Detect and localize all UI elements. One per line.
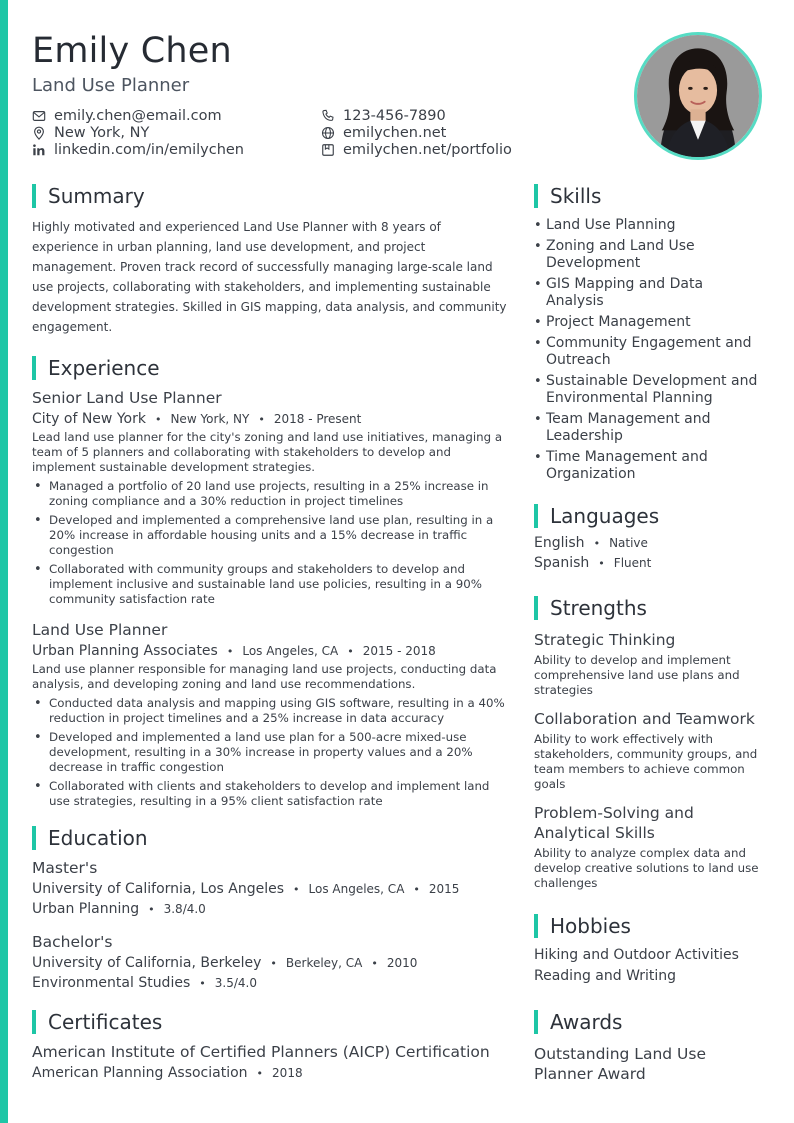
- contact-linkedin-text: linkedin.com/in/emilychen: [54, 142, 244, 158]
- education-entry: [32, 859, 510, 917]
- contact-website[interactable]: [321, 125, 446, 141]
- profile-photo: [634, 32, 762, 160]
- list-item: • Developed and implemented a land use plan for a 500-acre mixed-use development, resulting in a 30% increase in property values and a 20% decrease in traffic congestion: [32, 730, 510, 775]
- edu-field: Urban Planning: [32, 901, 140, 917]
- section-accent: [534, 914, 538, 938]
- hobbies-list: [534, 945, 762, 987]
- separator-dot: •: [258, 412, 265, 426]
- list-item: • Land Use Planning: [534, 217, 762, 234]
- job-achievements: [32, 696, 510, 809]
- email-icon: [32, 109, 46, 123]
- list-item: • Collaborated with clients and stakeholders to develop and implement land use strategies, resulting in a 95% client satisfaction rate: [32, 779, 510, 809]
- edu-school: University of California, Berkeley: [32, 955, 262, 971]
- languages-list: [534, 535, 762, 571]
- strength-entry: [534, 630, 762, 698]
- edu-degree: Bachelor's: [32, 933, 113, 951]
- section-accent: [534, 504, 538, 528]
- job-description: Lead land use planner for the city's zoning and land use initiatives, managing a team of 5 planners and collaborating with stakeholders to develop and implement sustainable development strategies.: [32, 430, 503, 474]
- avatar: [637, 35, 759, 157]
- separator-dot: •: [598, 556, 605, 570]
- section-accent: [32, 826, 36, 850]
- language-level: Native: [609, 536, 648, 550]
- job-location: Los Angeles, CA: [242, 644, 339, 658]
- location-icon: [32, 126, 46, 140]
- strength-entry: [534, 709, 762, 792]
- certificates-heading: [32, 1009, 510, 1035]
- certificate-year: 2018: [272, 1066, 303, 1080]
- language-item: [534, 535, 762, 551]
- list-item: • Developed and implemented a comprehensive land use plan, resulting in a 20% increase in affordable housing units and a 15% decrease in traffic congestion: [32, 513, 510, 558]
- list-item: Hiking and Outdoor Activities: [534, 947, 739, 963]
- resume-page: [32, 0, 764, 1123]
- section-accent: [32, 184, 36, 208]
- job-title: Senior Land Use Planner: [32, 389, 222, 407]
- separator-dot: •: [593, 536, 601, 550]
- language-name: English: [534, 535, 585, 551]
- job-location: New York, NY: [170, 412, 250, 426]
- contact-phone[interactable]: [321, 108, 446, 124]
- experience-title: Experience: [48, 356, 160, 380]
- awards-list: [534, 1044, 724, 1084]
- certificate-meta: [32, 1065, 510, 1081]
- list-item: • GIS Mapping and Data Analysis: [534, 276, 762, 310]
- edu-degree: Master's: [32, 859, 98, 877]
- strengths-title: Strengths: [550, 596, 647, 620]
- list-item: • Project Management: [534, 314, 762, 331]
- section-accent: [534, 596, 538, 620]
- contact-email[interactable]: [32, 108, 222, 124]
- awards-heading: [534, 1009, 762, 1035]
- list-item: • Managed a portfolio of 20 land use projects, resulting in a 25% increase in zoning compliance and a 30% reduction in project timelines: [32, 479, 510, 509]
- edu-field-row: [32, 901, 510, 917]
- separator-dot: •: [148, 902, 155, 916]
- job-title: Land Use Planner: [32, 621, 168, 639]
- job-description: Land use planner responsible for managing land use projects, conducting data analysis, and developing zoning and land use recommendations.: [32, 662, 497, 691]
- edu-field: Environmental Studies: [32, 975, 191, 991]
- languages-title: Languages: [550, 504, 660, 528]
- certificate-name: American Institute of Certified Planners (AICP) Certification: [32, 1043, 490, 1061]
- separator-dot: •: [270, 956, 277, 970]
- edu-gpa: 3.8/4.0: [163, 902, 206, 916]
- candidate-name: Emily Chen: [32, 31, 232, 71]
- edu-field-row: [32, 975, 510, 991]
- separator-dot: •: [293, 882, 300, 896]
- candidate-role: Land Use Planner: [32, 75, 190, 96]
- edu-location: Los Angeles, CA: [308, 882, 405, 896]
- separator-dot: •: [154, 412, 162, 426]
- separator-dot: •: [256, 1066, 264, 1080]
- job-meta: [32, 643, 510, 659]
- contact-website-text: emilychen.net: [343, 125, 447, 141]
- edu-year: 2015: [428, 882, 460, 896]
- certificate-entry: [32, 1043, 510, 1081]
- contact-phone-text: 123-456-7890: [343, 108, 446, 124]
- section-accent: [534, 184, 538, 208]
- phone-icon: [321, 109, 335, 123]
- accent-bar: [0, 0, 8, 1123]
- strengths-heading: [534, 595, 762, 621]
- awards-title: Awards: [550, 1010, 623, 1034]
- job-entry: [32, 621, 510, 809]
- language-item: [534, 555, 762, 571]
- left-column: [32, 183, 510, 1081]
- strength-title: Problem-Solving and Analytical Skills: [534, 804, 694, 842]
- section-accent: [534, 1010, 538, 1034]
- list-item: • Sustainable Development and Environmental Planning: [534, 373, 762, 407]
- list-item: • Conducted data analysis and mapping using GIS software, resulting in a 40% reduction in project timelines and a 25% increase in data accuracy: [32, 696, 510, 726]
- certificates-title: Certificates: [48, 1010, 163, 1034]
- education-heading: [32, 825, 510, 851]
- strength-description: Ability to develop and implement comprehensive land use plans and strategies: [534, 653, 740, 697]
- contact-portfolio-text: emilychen.net/portfolio: [343, 142, 512, 158]
- job-achievements: [32, 479, 510, 607]
- strength-title: Collaboration and Teamwork: [534, 710, 755, 728]
- globe-icon: [321, 126, 335, 140]
- separator-dot: •: [199, 976, 206, 990]
- strength-description: Ability to work effectively with stakeholders, community groups, and team members to achieve common goals: [534, 732, 758, 791]
- contact-location: [32, 125, 149, 141]
- job-dates: 2018 - Present: [273, 412, 362, 426]
- certificate-issuer: American Planning Association: [32, 1065, 248, 1081]
- strength-description: Ability to analyze complex data and develop creative solutions to land use challenges: [534, 846, 759, 890]
- education-title: Education: [48, 826, 148, 850]
- edu-meta: [32, 881, 510, 897]
- right-column: [534, 183, 762, 1084]
- list-item: • Team Management and Leadership: [534, 411, 762, 445]
- job-dates: 2015 - 2018: [362, 644, 436, 658]
- job-meta: [32, 411, 510, 427]
- list-item: • Collaborated with community groups and stakeholders to develop and implement inclusive and sustainable land use policies, resulting in a 90% community satisfaction rate: [32, 562, 510, 607]
- skills-heading: [534, 183, 762, 209]
- strength-entry: [534, 803, 762, 891]
- list-item: Outstanding Land Use Planner Award: [534, 1045, 706, 1083]
- education-entry: [32, 933, 510, 991]
- hobbies-title: Hobbies: [550, 914, 631, 938]
- skills-title: Skills: [550, 184, 602, 208]
- section-accent: [32, 356, 36, 380]
- edu-school: University of California, Los Angeles: [32, 881, 285, 897]
- edu-meta: [32, 955, 510, 971]
- section-accent: [32, 1010, 36, 1034]
- hobbies-heading: [534, 913, 762, 939]
- edu-year: 2010: [386, 956, 418, 970]
- list-item: • Time Management and Organization: [534, 449, 762, 483]
- language-level: Fluent: [613, 556, 652, 570]
- edu-gpa: 3.5/4.0: [214, 976, 257, 990]
- list-item: • Zoning and Land Use Development: [534, 238, 762, 272]
- job-entry: [32, 389, 510, 607]
- contact-location-text: New York, NY: [54, 125, 150, 141]
- summary-heading: [32, 183, 510, 209]
- job-company: City of New York: [32, 411, 146, 427]
- linkedin-icon: [32, 143, 46, 157]
- strength-title: Strategic Thinking: [534, 631, 676, 649]
- contact-portfolio[interactable]: [321, 142, 512, 158]
- summary-text: Highly motivated and experienced Land Use Planner with 8 years of experience in urban planning, land use development, and project management. Proven track record of successfully managing large-scale land use projects, collaborating with stakeholders, and implementing sustainable development strategies. Skilled in GIS mapping, data analysis, and community engagement.: [32, 220, 507, 334]
- skills-list: [534, 217, 762, 483]
- separator-dot: •: [347, 644, 354, 658]
- list-item: Reading and Writing: [534, 968, 677, 984]
- portfolio-icon: [321, 143, 335, 157]
- experience-heading: [32, 355, 510, 381]
- summary-title: Summary: [48, 184, 145, 208]
- separator-dot: •: [371, 956, 378, 970]
- separator-dot: •: [413, 882, 420, 896]
- contact-email-text: emily.chen@email.com: [54, 108, 222, 124]
- contact-linkedin[interactable]: [32, 142, 244, 158]
- edu-location: Berkeley, CA: [285, 956, 363, 970]
- list-item: • Community Engagement and Outreach: [534, 335, 762, 369]
- separator-dot: •: [226, 644, 234, 658]
- languages-heading: [534, 503, 762, 529]
- job-company: Urban Planning Associates: [32, 643, 218, 659]
- language-name: Spanish: [534, 555, 590, 571]
